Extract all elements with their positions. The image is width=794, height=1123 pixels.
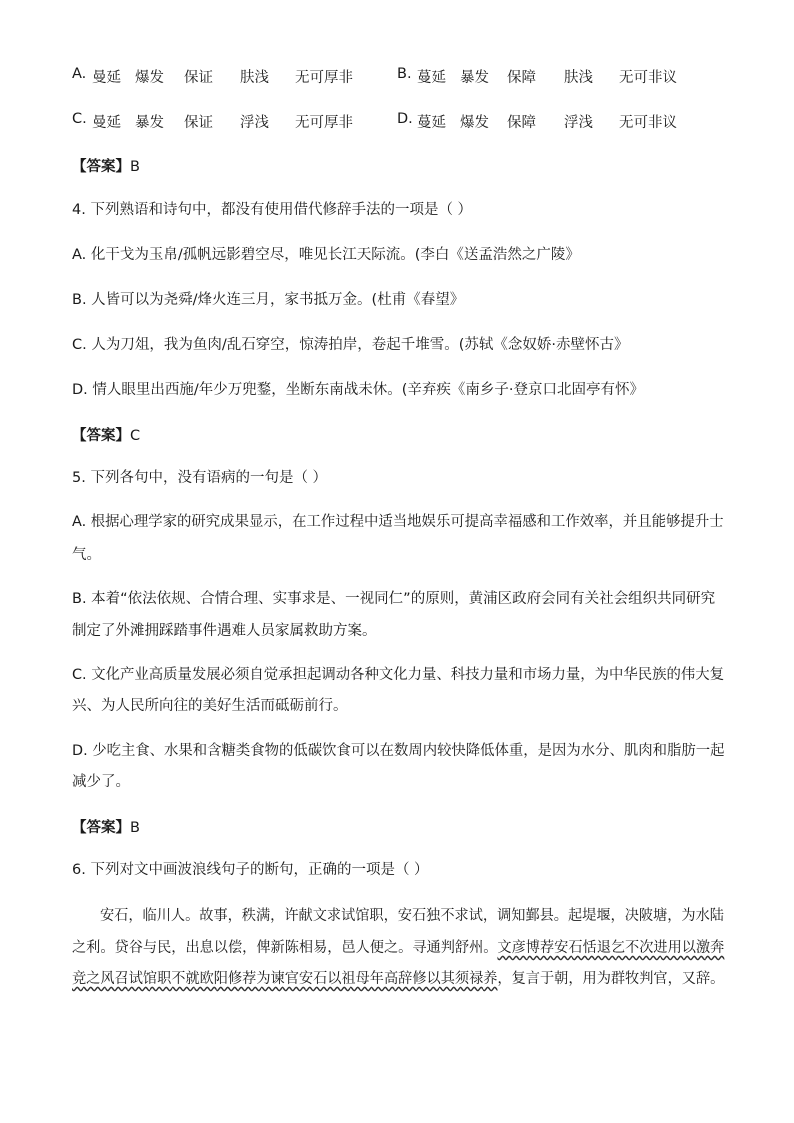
option-d-word-2: 爆发 <box>460 115 489 131</box>
q4-option-a: A. 化干戈为玉帛/孤帆远影碧空尽，唯见长江天际流。(李白《送孟浩然之广陵》 <box>72 247 580 263</box>
q5-option-c-line2: 兴、为人民所向往的美好生活而砥砺前行。 <box>72 698 348 714</box>
option-d-word-5: 无可非议 <box>619 115 677 131</box>
wavy-underlined-text: 文彦博荐安石恬退乞不次进用以激奔 <box>497 940 725 956</box>
q4-answer <box>72 424 140 445</box>
option-d-label: D. <box>397 111 413 127</box>
q4-option-c: C. 人为刀俎，我为鱼肉/乱石穿空，惊涛拍岸，卷起千堆雪。(苏轼《念奴娇·赤壁怀古》 <box>72 337 629 353</box>
option-d-word-4: 浮浅 <box>564 115 593 131</box>
q5-option-b-line2: 制定了外滩拥踩踏事件遇难人员家属救助方案。 <box>72 623 377 639</box>
answer-value: B <box>130 159 140 175</box>
q6-passage-line1: 安石，临川人。故事，秩满，许献文求试馆职，安石独不求试，调知鄞县。起堤堰，决陂塘，为水陆 <box>100 908 724 924</box>
option-a-label: A. <box>72 66 87 82</box>
option-c-label: C. <box>72 111 87 127</box>
q4-option-d: D. 情人眼里出西施/年少万兜鍪，坐断东南战未休。(辛弃疾《南乡子·登京口北固亭有怀》 <box>72 382 645 398</box>
q5-option-a-line1: A. 根据心理学家的研究成果显示，在工作过程中适当地娱乐可提高幸福感和工作效率，并且能够提升士 <box>72 514 724 530</box>
option-d-word-3: 保障 <box>507 115 536 131</box>
option-a-word-2: 爆发 <box>135 70 164 86</box>
option-c-word-2: 暴发 <box>135 115 164 131</box>
passage-text: 之利。贷谷与民，出息以偿，俾新陈相易，邑人便之。寻通判舒州。 <box>72 940 498 956</box>
answer-bracket: 【答案】 <box>72 428 130 444</box>
q5-stem: 5. 下列各句中，没有语病的一句是（ ） <box>72 470 328 486</box>
option-a-word-3: 保证 <box>184 70 213 86</box>
option-a-word-1: 曼延 <box>92 70 121 86</box>
option-c-word-1: 曼延 <box>92 115 121 131</box>
option-c-word-3: 保证 <box>184 115 213 131</box>
q5-answer <box>72 816 140 837</box>
wavy-underlined-text: 竞之风召试馆职不就欧阳修荐为谏官安石以祖母年高辞修以其须禄养 <box>72 971 498 987</box>
q6-passage-line2 <box>72 938 724 958</box>
passage-text: ，复言于朝，用为群牧判官，又辞。 <box>497 971 725 987</box>
q5-option-a-line2: 气。 <box>72 547 101 563</box>
option-a-word-4: 肤浅 <box>240 70 269 86</box>
option-b-word-1: 蔓延 <box>417 70 446 86</box>
q4-option-b: B. 人皆可以为尧舜/烽火连三月，家书抵万金。(杜甫《春望》 <box>72 292 465 308</box>
q6-passage-line3 <box>72 969 724 989</box>
q4-stem: 4. 下列熟语和诗句中，都没有使用借代修辞手法的一项是（ ） <box>72 202 473 218</box>
option-c-word-5: 无可厚非 <box>295 115 353 131</box>
answer-value: C <box>130 428 141 444</box>
option-b-word-2: 暴发 <box>460 70 489 86</box>
q5-option-b-line1: B. 本着“依法依规、合情合理、实事求是、一视同仁”的原则，黄浦区政府会同有关社会组织共同研究 <box>72 591 716 607</box>
q5-option-c-line1: C. 文化产业高质量发展必须自觉承担起调动各种文化力量、科技力量和市场力量，为中华民族的伟大复 <box>72 667 725 683</box>
option-b-word-5: 无可非议 <box>619 70 677 86</box>
q5-option-d-line1: D. 少吃主食、水果和含糖类食物的低碳饮食可以在数周内较快降低体重，是因为水分、肌肉和脂肪一起 <box>72 743 725 759</box>
option-a-word-5: 无可厚非 <box>295 70 353 86</box>
q5-option-d-line2: 减少了。 <box>72 774 130 790</box>
q3-answer <box>72 155 140 176</box>
option-d-word-1: 蔓延 <box>417 115 446 131</box>
option-b-word-3: 保障 <box>507 70 536 86</box>
answer-value: B <box>130 820 140 836</box>
option-c-word-4: 浮浅 <box>240 115 269 131</box>
answer-bracket: 【答案】 <box>72 820 130 836</box>
q6-stem: 6. 下列对文中画波浪线句子的断句，正确的一项是（ ） <box>72 862 429 878</box>
answer-bracket: 【答案】 <box>72 159 130 175</box>
option-b-word-4: 肤浅 <box>564 70 593 86</box>
option-b-label: B. <box>397 66 412 82</box>
